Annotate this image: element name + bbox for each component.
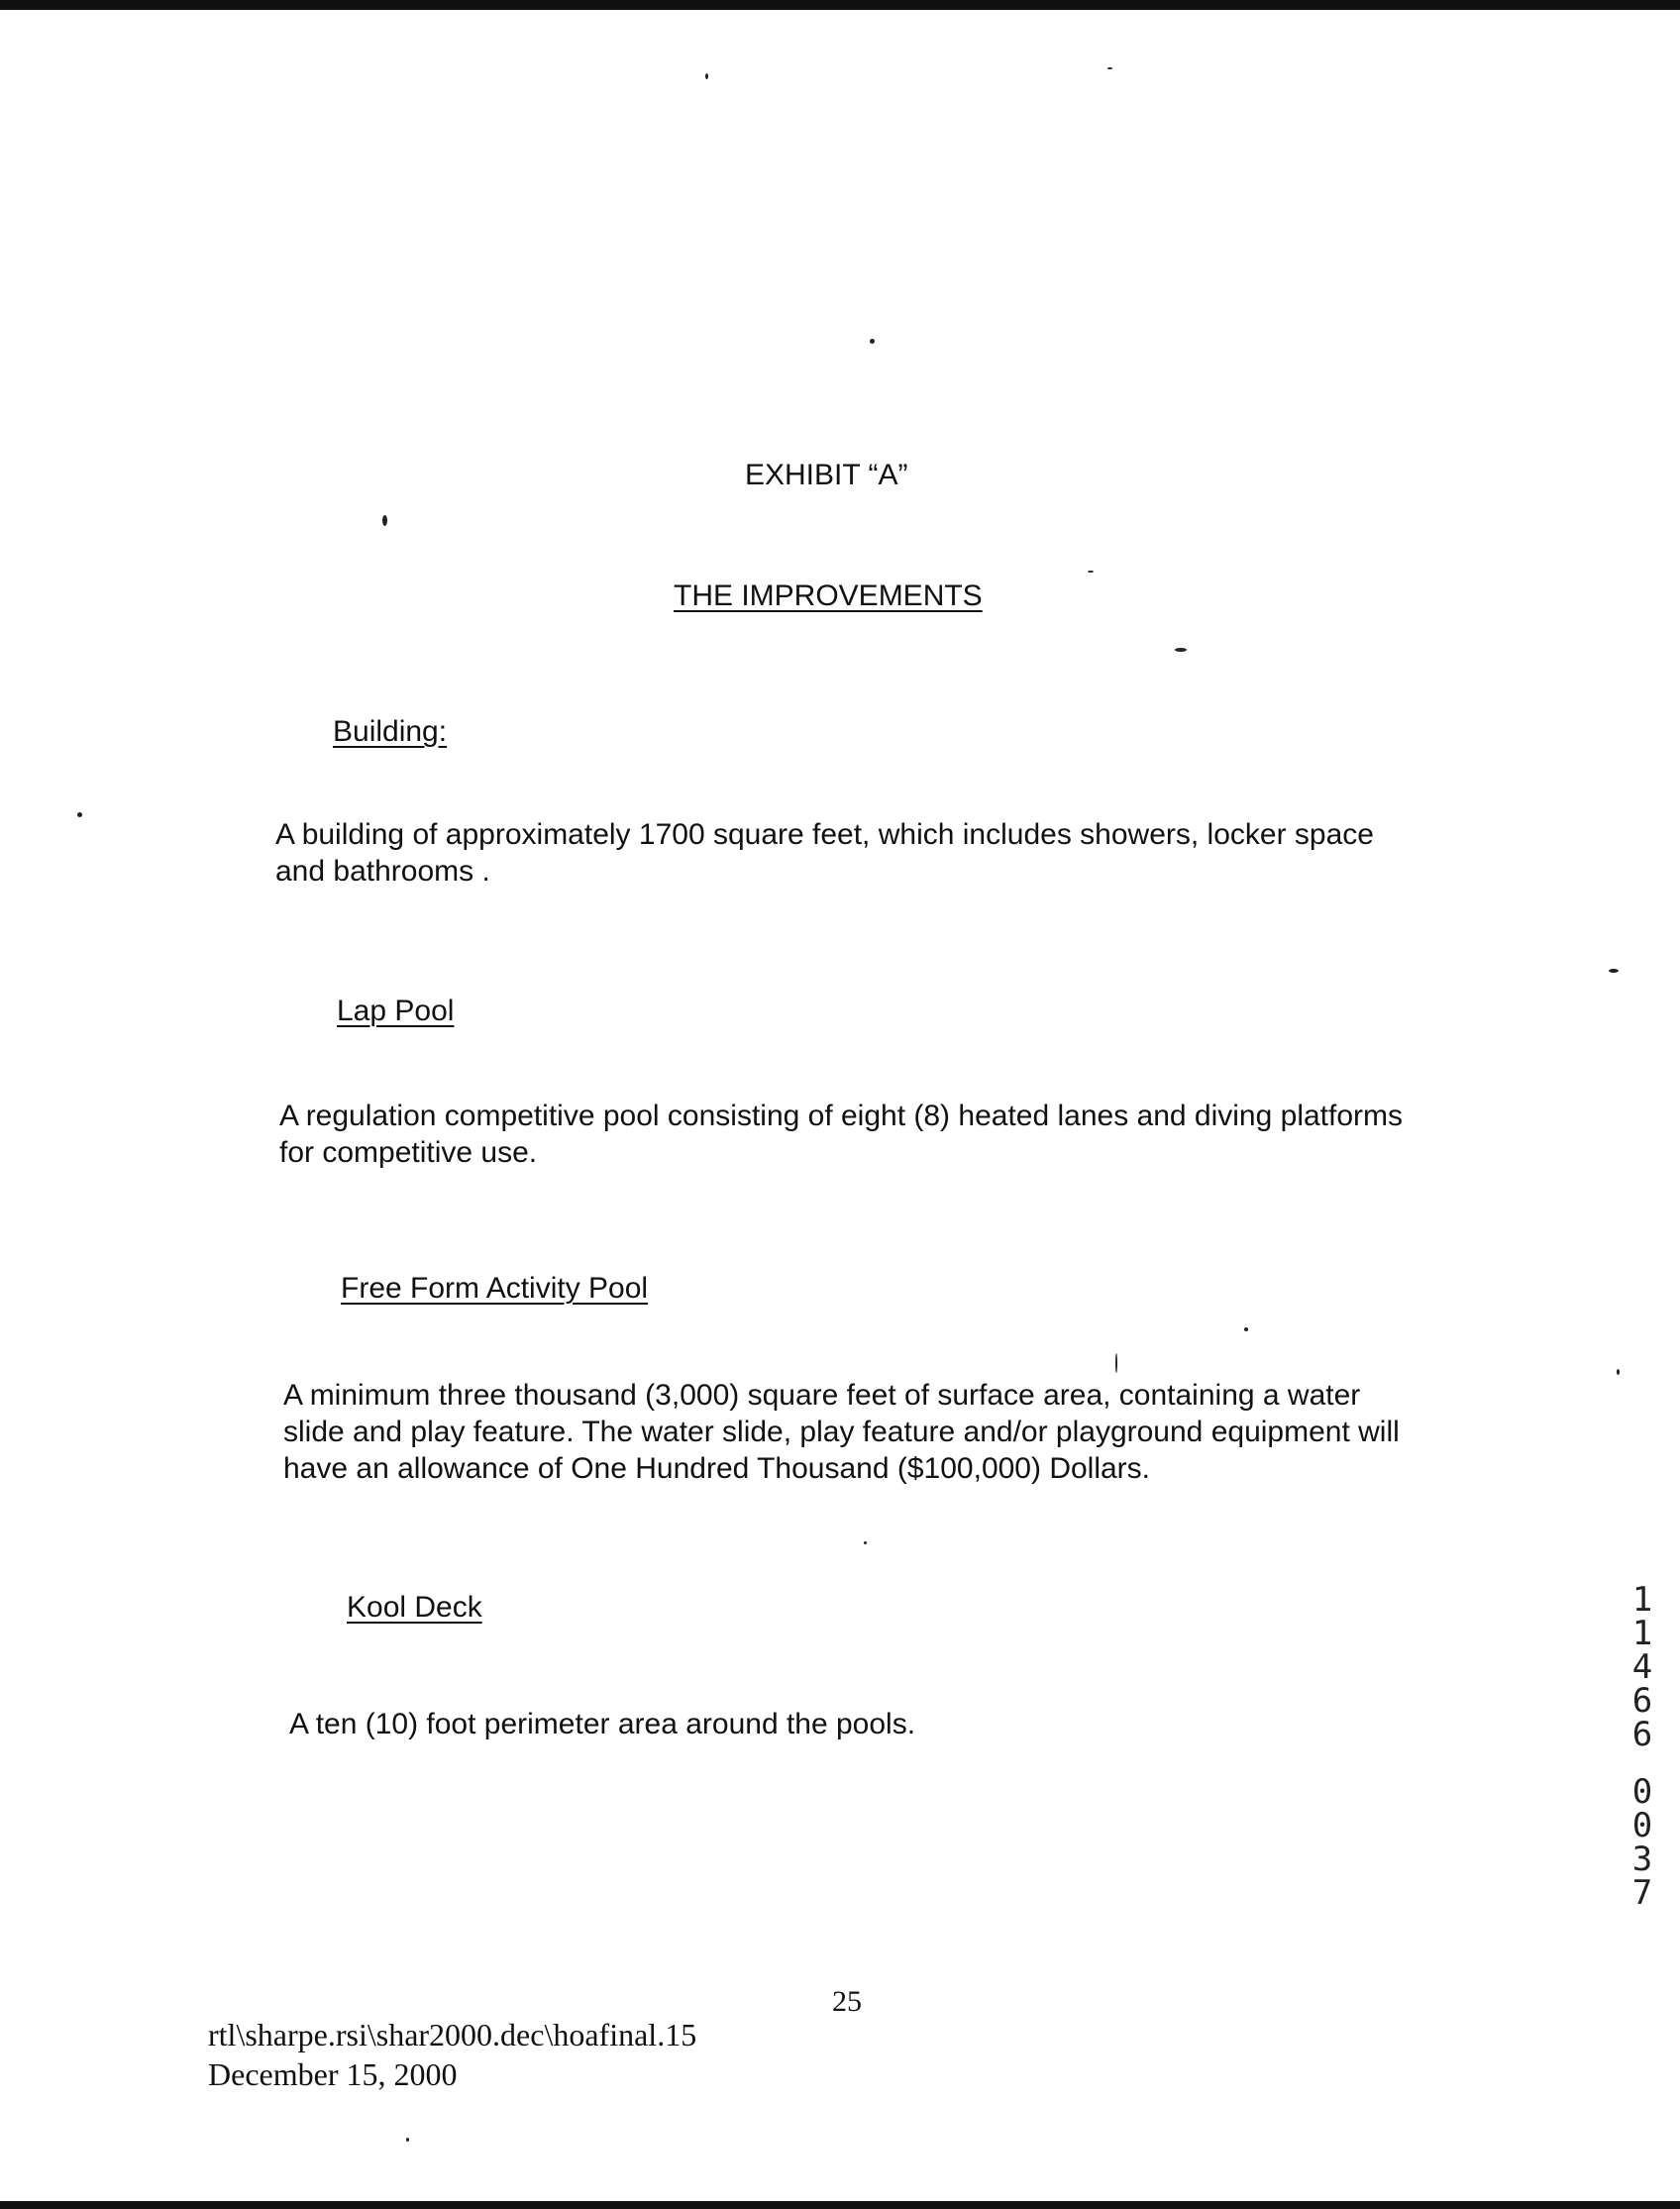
stamp-digit: 0 bbox=[1631, 1772, 1653, 1812]
stamp-digit: 0 bbox=[1631, 1806, 1653, 1845]
scan-speck bbox=[1115, 1353, 1117, 1373]
scan-speck bbox=[1175, 648, 1187, 652]
text-line: A minimum three thousand (3,000) square feet of surface area, containing a water bbox=[283, 1379, 1361, 1412]
scan-edge-bottom bbox=[0, 2201, 1680, 2209]
stamp-digit: 3 bbox=[1631, 1840, 1653, 1879]
scan-speck bbox=[1244, 1327, 1248, 1331]
text-line: slide and play feature. The water slide, play feature and/or playground equipment will bbox=[283, 1416, 1400, 1448]
text-line: A ten (10) foot perimeter area around the pools. bbox=[289, 1708, 916, 1740]
footer bbox=[208, 2015, 696, 2094]
exhibit-title: EXHIBIT “A” bbox=[745, 459, 908, 491]
stamp-digit: 4 bbox=[1631, 1647, 1653, 1687]
stamp-digit: 7 bbox=[1631, 1873, 1653, 1913]
scan-speck bbox=[1617, 1369, 1620, 1375]
stamp-digit: 1 bbox=[1631, 1580, 1653, 1620]
section-text-lap-pool bbox=[279, 1098, 1404, 1171]
scan-speck bbox=[1107, 67, 1112, 69]
text-line: have an allowance of One Hundred Thousand ($100,000) Dollars. bbox=[283, 1452, 1151, 1485]
section-text-kool-deck bbox=[289, 1706, 1409, 1742]
scan-speck bbox=[1088, 571, 1094, 573]
scan-speck bbox=[870, 339, 875, 344]
text-line: for competitive use. bbox=[279, 1136, 538, 1169]
scan-speck bbox=[382, 515, 387, 526]
text-line: A regulation competitive pool consisting of eight (8) heated lanes and diving platforms bbox=[279, 1100, 1404, 1132]
text-line: and bathrooms . bbox=[275, 855, 490, 888]
stamp-digit: 6 bbox=[1631, 1715, 1653, 1754]
scan-speck bbox=[1609, 969, 1619, 973]
side-stamp-number bbox=[1625, 1580, 1660, 1913]
page-number: 25 bbox=[832, 1985, 862, 2018]
text-line: A building of approximately 1700 square feet, which includes showers, locker space bbox=[275, 818, 1374, 851]
footer-date: December 15, 2000 bbox=[208, 2056, 458, 2092]
section-heading-kool-deck: Kool Deck bbox=[347, 1591, 482, 1624]
stamp-digit: 1 bbox=[1631, 1614, 1653, 1653]
scan-edge-top bbox=[0, 0, 1680, 10]
scan-speck bbox=[406, 2138, 409, 2142]
section-text-free-form-activity-pool bbox=[283, 1377, 1403, 1487]
footer-file-path: rtl\sharpe.rsi\shar2000.dec\hoafinal.15 bbox=[208, 2017, 697, 2052]
scan-speck bbox=[705, 73, 708, 79]
scan-speck bbox=[864, 1541, 867, 1544]
scan-speck bbox=[77, 812, 82, 817]
section-title: THE IMPROVEMENTS bbox=[674, 579, 983, 612]
section-heading-lap-pool: Lap Pool bbox=[337, 995, 455, 1027]
section-heading-building: Building: bbox=[333, 715, 448, 748]
section-text-building bbox=[275, 816, 1395, 890]
section-heading-free-form-activity-pool: Free Form Activity Pool bbox=[341, 1272, 649, 1305]
stamp-digit: 6 bbox=[1631, 1681, 1653, 1721]
